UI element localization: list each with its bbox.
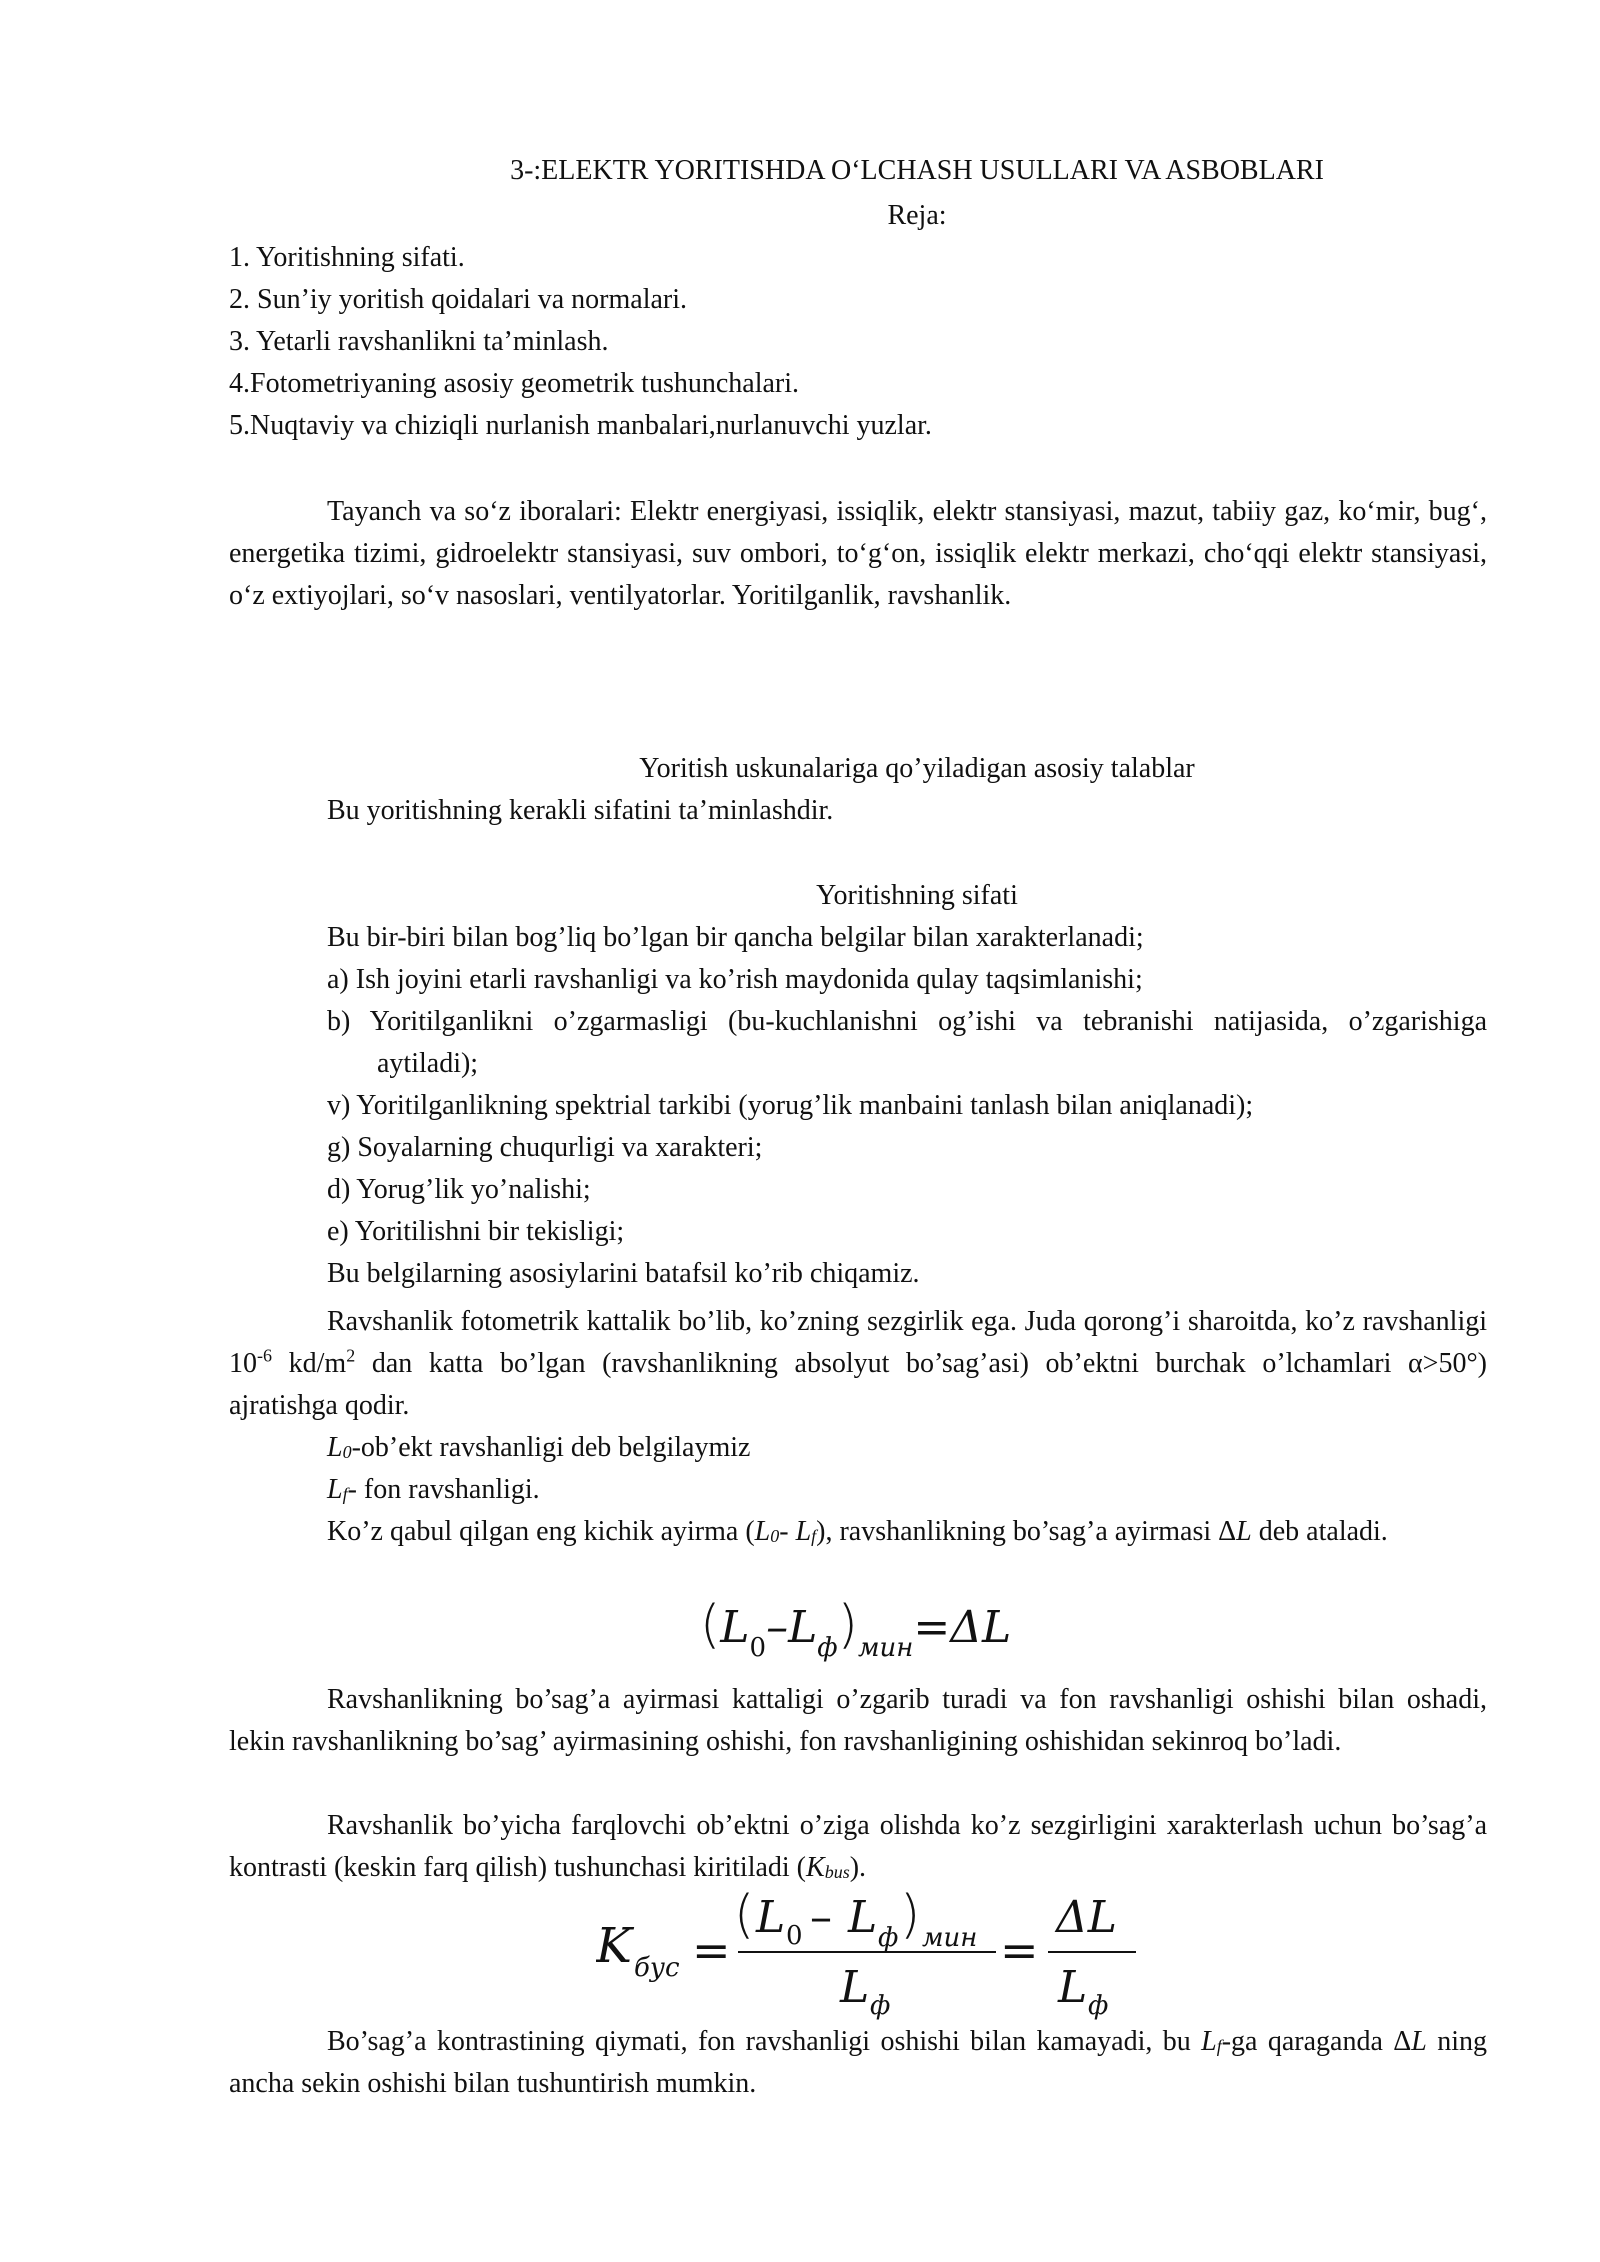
plan-item: 5.Nuqtaviy va chiziqli nurlanish manbalari,nurlanuvchi yuzlar.	[229, 410, 932, 441]
formula-threshold-difference: $(L_0-L_ф)_{мин}=\Delta L$	[700, 1595, 1012, 1663]
svg-text:мин: мин	[922, 1923, 978, 1953]
plan-item: 2. Sun’iy yoritish qoidalari va normalari.	[229, 284, 688, 315]
svg-text:ΔL: ΔL	[1056, 1892, 1117, 1943]
svg-text:–: –	[810, 1892, 832, 1943]
svg-text:=: =	[1000, 1923, 1039, 1977]
quality-item: e) Yoritilishni bir tekisligi;	[327, 1216, 625, 1247]
quality-intro: Bu bir-biri bilan bog’liq bo’lgan bir qancha belgilar bilan xarakterlanadi;	[327, 922, 1144, 953]
svg-text:L: L	[756, 1892, 786, 1943]
svg-text:): )	[900, 1890, 921, 1945]
section1-text: Bu yoritishning kerakli sifatini ta’minlashdir.	[327, 795, 834, 826]
formula-threshold-contrast	[596, 1890, 1176, 2020]
svg-text:ф: ф	[870, 1991, 891, 2020]
quality-list	[229, 917, 1487, 1295]
quality-item: g) Soyalarning chuqurligi va xarakteri;	[327, 1132, 763, 1163]
svg-text:=: =	[692, 1923, 731, 1977]
section2-heading: Yoritishning sifati	[816, 880, 1018, 911]
final-paragraph: Bo’sag’a kontrastining qiymati, fon ravshanligi oshishi bilan kamayadi, bu $L_f-ga$ qaraganda ΔL ning ancha sekin oshishi bilan tushuntirish mumkin.	[229, 2026, 1487, 2099]
plan-item: 1. Yoritishning sifati.	[229, 242, 465, 273]
svg-text:0: 0	[786, 1921, 803, 1951]
svg-text:ф: ф	[878, 1923, 899, 1953]
formula2-sub-bus: бус	[634, 1953, 680, 1983]
svg-text:(: (	[734, 1890, 755, 1945]
threshold-paragraph: Ko’z qabul qilgan eng kichik ayirma ($L_0-$ $L_f$), ravshanlikning bo’sag’a ayirmasi ΔL deb ataladi.	[327, 1516, 1388, 1547]
quality-item: b) Yoritilganlikni o’zgarmasligi (bu-kuchlanishni og’ishi va tebranishi natijasida, o’zgarishiga aytiladi);	[327, 1006, 1487, 1079]
contrast-growth-paragraph: Ravshanlikning bo’sag’a ayirmasi kattaligi o’zgarib turadi va fon ravshanligi oshishi bilan oshadi, lekin ravshanlikning bo’sag’ ayirmasining oshishi, fon ravshanligining oshishidan sekinroq bo’ladi.	[229, 1684, 1487, 1757]
plan-item: 3. Yetarli ravshanlikni ta’minlash.	[229, 326, 609, 357]
quality-closing: Bu belgilarning asosiylarini batafsil ko’rib chiqamiz.	[327, 1258, 920, 1289]
keywords-paragraph: Tayanch va so‘z iboralari: Elektr energiyasi, issiqlik, elektr stansiyasi, mazut, tabiiy gaz, ko‘mir, bug‘, energetika tizimi, gidroelektr stansiyasi, suv ombori, to‘g‘on, issiqlik elektr merkazi, cho‘qqi elektr stansiyasi, o‘z extiyojlari, so‘v nasoslari, ventilyatorlar. Yoritilganlik, ravshanlik.	[229, 496, 1487, 611]
kbus-paragraph: Ravshanlik bo’yicha farqlovchi ob’ektni o’ziga olishda ko’z sezgirligini xarakterlash uchun bo’sag’a kontrasti (keskin farq qilish) tushunchasi kiritiladi $(K_{bus})$.	[229, 1810, 1487, 1883]
luminance-paragraph: Ravshanlik fotometrik kattalik bo’lib, ko’zning sezgirlik ega. Juda qorong’i sharoitda, ko’z ravshanligi $10^{-6}$ $kd/m^2$ dan katta bo’lgan (ravshanlikning absolyut bo’sag’asi) ob’ektni burchak o’lchamlari α>50°) ajratishga qodir.	[229, 1306, 1487, 1421]
quality-item: d) Yorug’lik yo’nalishi;	[327, 1174, 591, 1205]
quality-item: v) Yoritilganlikning spektrial tarkibi (yorug’lik manbaini tanlash bilan aniqlanadi);	[327, 1090, 1254, 1121]
definition-L0: $L_0-ob’ekt$ ravshanligi deb belgilaymiz	[327, 1432, 751, 1463]
svg-text:L: L	[848, 1892, 878, 1943]
quality-item: a) Ish joyini etarli ravshanligi va ko’rish maydonida qulay taqsimlanishi;	[327, 964, 1143, 995]
section1-heading: Yoritish uskunalariga qo’yiladigan asosiy talablar	[639, 753, 1195, 784]
svg-text:ф: ф	[1088, 1991, 1109, 2020]
plan-item: 4.Fotometriyaning asosiy geometrik tushunchalari.	[229, 368, 800, 399]
document-title: 3-:ELEKTR YORITISHDA O‘LCHASH USULLARI VA ASBOBLARI	[510, 155, 1324, 186]
definition-Lf: $L_f-$ fon ravshanligi.	[327, 1474, 540, 1505]
plan-heading: Reja:	[887, 200, 947, 231]
plan-list	[229, 237, 1487, 447]
svg-text:L: L	[840, 1962, 870, 2013]
formula2-K: K	[596, 1918, 632, 1974]
svg-text:L: L	[1058, 1962, 1088, 2013]
